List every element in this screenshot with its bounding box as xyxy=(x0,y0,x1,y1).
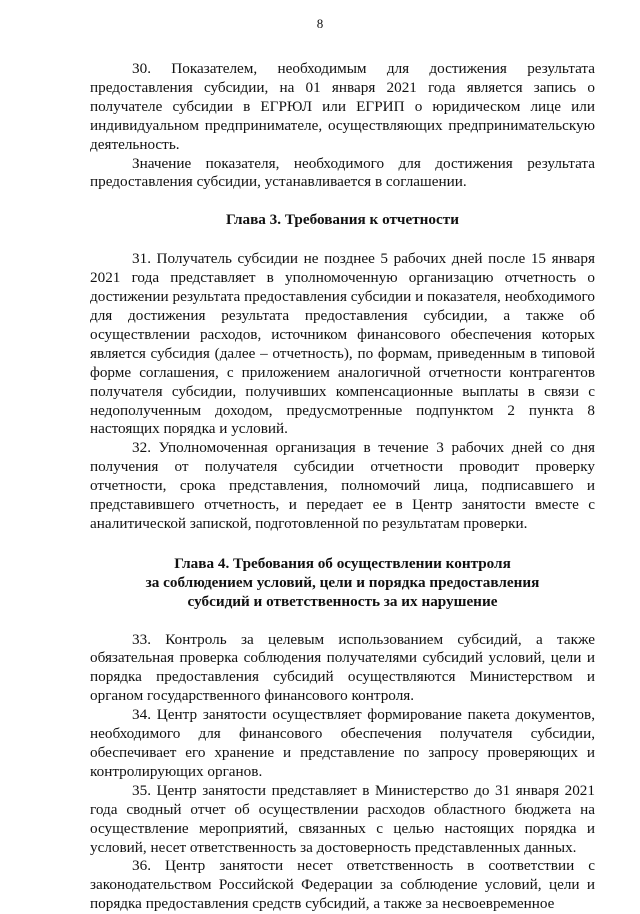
paragraph-34: 34. Центр занятости осуществляет формирование пакета документов, необходимого для финансового обеспечения получателя субсидии, обеспечивает его хранение и представление по запросу проверяющих и контролирующих органов. xyxy=(90,706,595,780)
page-number: 8 xyxy=(316,16,324,31)
paragraph-30: 30. Показателем, необходимым для достижения результата предоставления субсидии, на 01 января 2021 года является запись о получателе субсидии в ЕГРЮЛ или ЕГРИП о юридическом лице или индивидуальном предпринимателе, осуществляющих предпринимательскую деятельность. xyxy=(90,60,595,153)
chapter-4-heading xyxy=(90,555,595,612)
chapter-4-heading-line-1: Глава 4. Требования об осуществлении контроля xyxy=(174,554,511,572)
paragraph-36: 36. Центр занятости несет ответственность в соответствии с законодательством Российской Федерации за соблюдение условий, цели и порядка предоставления средств субсидий, а также за несвоевременное xyxy=(90,857,595,913)
chapter-4-heading-line-3: субсидий и ответственность за их нарушение xyxy=(187,592,498,610)
paragraph-35: 35. Центр занятости представляет в Министерство до 31 января 2021 года сводный отчет об осуществлении расходов областного бюджета на осуществление мероприятий, связанных с целью настоящих порядка и условий, несет ответственность за достоверность представленных данных. xyxy=(90,781,595,856)
chapter-3-heading: Глава 3. Требования к отчетности xyxy=(226,211,459,229)
chapter-4-heading-line-2: за соблюдением условий, цели и порядка предоставления xyxy=(145,573,540,591)
paragraph-33: 33. Контроль за целевым использованием субсидий, а также обязательная проверка соблюдения получателями субсидий условий, цели и порядка предоставления субсидий осуществляются Министерством и органом государственного финансового контроля. xyxy=(90,630,595,705)
paragraph-30-indicator-value: Значение показателя, необходимого для достижения результата предоставления субсидии, устанавливается в соглашении. xyxy=(90,154,595,191)
paragraph-31: 31. Получатель субсидии не позднее 5 рабочих дней после 15 января 2021 года представляет в уполномоченную организацию отчетность о достижении результата предоставления субсидии и показателя, необходимого для достижения результата предоставления субсидии, а также об осуществлении расходов, источником финансового обеспечения которых является субсидия (далее – отчетность), по формам, приведенным в типовой форме соглашения, с приложением аналогичной отчетности контрагентов получателя субсидии, получивших компенсационные выплаты в связи с недополученным доходом, предусмотренные подпунктом 2 пункта 8 настоящих порядка и условий. xyxy=(90,250,595,438)
document-body xyxy=(90,60,595,914)
paragraph-32: 32. Уполномоченная организация в течение 3 рабочих дней со дня получения от получателя субсидии отчетности проводит проверку отчетности, срока представления, полномочий лица, подписавшего и представившего отчетность, и передает ее в Центр занятости вместе с аналитической запиской, подготовленной по результатам проверки. xyxy=(90,439,595,532)
